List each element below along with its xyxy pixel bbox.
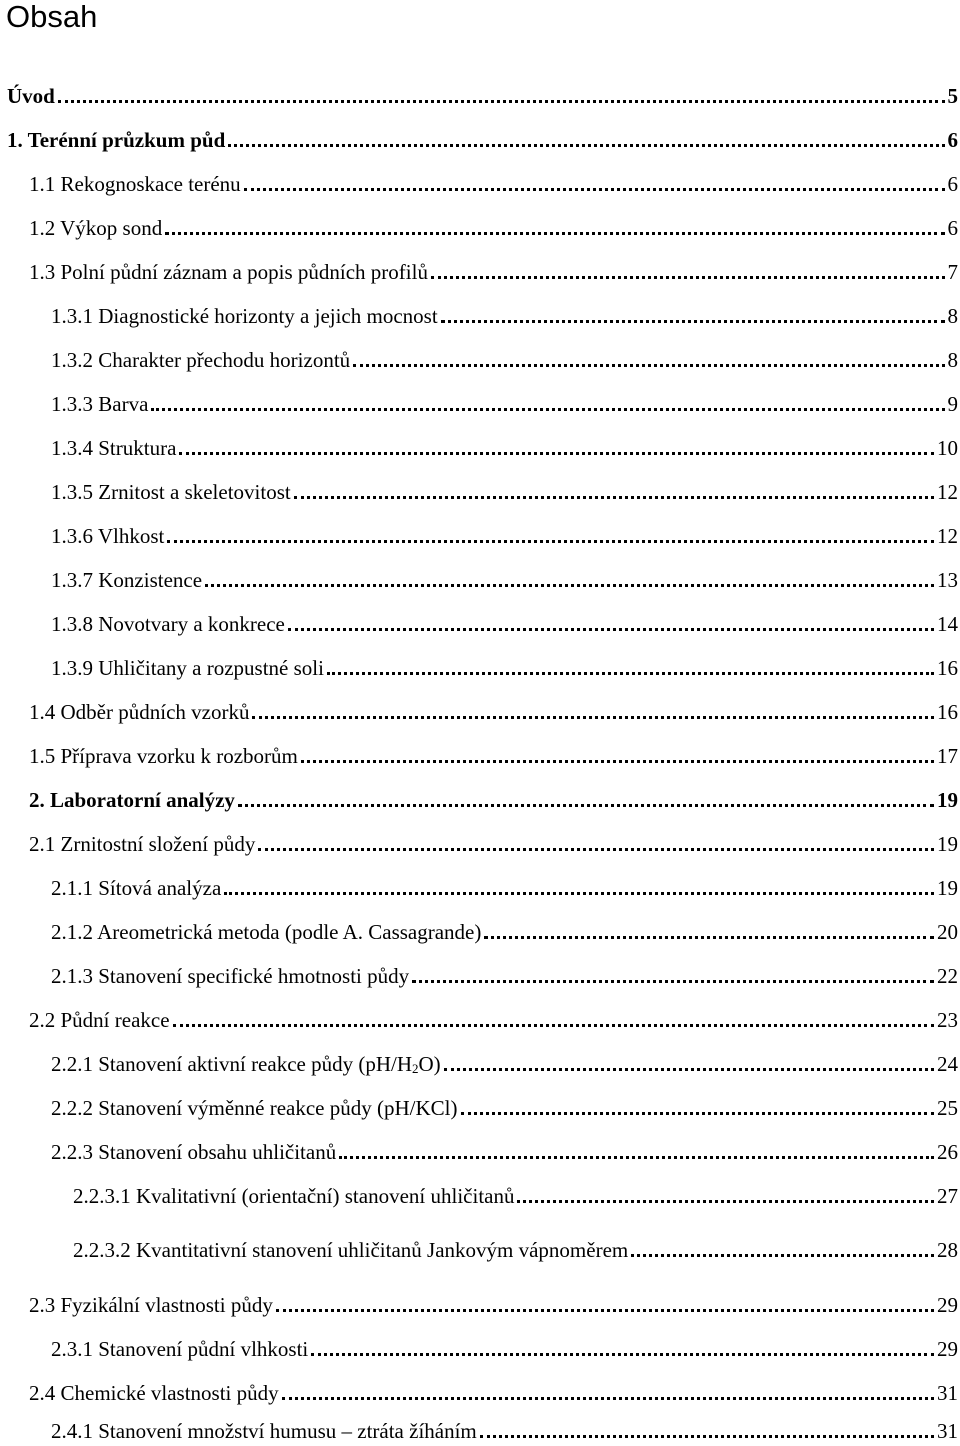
dot-leader <box>205 580 934 587</box>
toc-entry-label: 1.3.5 Zrnitost a skeletovitost <box>51 480 291 504</box>
toc-entry-1-1[interactable] <box>29 169 958 197</box>
dot-leader <box>58 96 945 103</box>
toc-entry-label: 2.1.2 Areometrická metoda (podle A. Cassagrande) <box>51 920 482 944</box>
toc-entry-label: 2.1 Zrnitostní složení půdy <box>29 832 256 856</box>
toc-entry-page: 6 <box>947 128 958 152</box>
toc-entry-1-5[interactable] <box>29 741 958 769</box>
toc-entry-page: 25 <box>937 1096 958 1120</box>
dot-leader <box>327 668 934 675</box>
toc-entry-page: 29 <box>937 1337 958 1361</box>
toc-entry-label: 1.3 Polní půdní záznam a popis půdních profilů <box>29 260 428 284</box>
dot-leader <box>238 800 934 807</box>
toc-entry-page: 10 <box>937 436 958 460</box>
toc-entry-label: 1.3.2 Charakter přechodu horizontů <box>51 348 351 372</box>
toc-entry-page: 16 <box>937 656 958 680</box>
dot-leader <box>412 976 934 983</box>
toc-entry-page: 9 <box>947 392 958 416</box>
toc-entry-page: 31 <box>937 1419 958 1443</box>
toc-entry-page: 14 <box>937 612 958 636</box>
toc-entry-2-2-3-1[interactable] <box>73 1181 958 1209</box>
toc-entry-label: 2.1.3 Stanovení specifické hmotnosti půdy <box>51 964 410 988</box>
dot-leader <box>228 140 944 147</box>
toc-entry-page: 28 <box>937 1238 958 1262</box>
toc-entry-page: 20 <box>937 920 958 944</box>
dot-leader <box>517 1196 934 1203</box>
toc-entry-page: 17 <box>937 744 958 768</box>
toc-entry-page: 13 <box>937 568 958 592</box>
toc-entry-label: 1.3.9 Uhličitany a rozpustné soli <box>51 656 324 680</box>
dot-leader <box>461 1108 935 1115</box>
toc-entry-2-1-2[interactable] <box>51 917 958 945</box>
dot-leader <box>480 1431 934 1438</box>
toc-entry-page: 29 <box>937 1293 958 1317</box>
toc-entry-label: 1.3.4 Struktura <box>51 436 177 460</box>
dot-leader <box>311 1349 934 1356</box>
toc-entry-page: 22 <box>937 964 958 988</box>
toc-entry-2-4-1[interactable] <box>51 1416 958 1444</box>
toc-entry-label: 2.2.3.2 Kvantitativní stanovení uhličitanů Jankovým vápnoměrem <box>73 1238 629 1262</box>
toc-entry-page: 5 <box>947 84 958 108</box>
toc-entry-2-1-1[interactable] <box>51 873 958 901</box>
toc-entry-page: 6 <box>947 172 958 196</box>
toc-entry-label-text: 2.2.1 Stanovení aktivní reakce půdy (pH/H <box>51 1052 412 1076</box>
dot-leader <box>484 932 934 939</box>
toc-entry-page: 8 <box>947 304 958 328</box>
toc-entry-label: 2.4.1 Stanovení množství humusu – ztráta žíháním <box>51 1419 477 1443</box>
toc-entry-label: 2. Laboratorní analýzy <box>29 788 235 812</box>
toc-entry-1-3-8[interactable] <box>51 609 958 637</box>
dot-leader <box>441 316 945 323</box>
dot-leader <box>288 624 934 631</box>
toc-entry-label: 2.2.3 Stanovení obsahu uhličitanů <box>51 1140 337 1164</box>
toc-entry-1-3-9[interactable] <box>51 653 958 681</box>
toc-entry-2-3-1[interactable] <box>51 1334 958 1362</box>
toc-entry-label: 2.2 Půdní reakce <box>29 1008 170 1032</box>
toc-entry-label: 1.3.1 Diagnostické horizonty a jejich mocnost <box>51 304 438 328</box>
toc-entry-2-2-2[interactable] <box>51 1093 958 1121</box>
toc-entry-label: 2.2.3.1 Kvalitativní (orientační) stanovení uhličitanů <box>73 1184 515 1208</box>
toc-entry-1-3[interactable] <box>29 257 958 285</box>
toc-entry-label: 1.1 Rekognoskace terénu <box>29 172 241 196</box>
toc-entry-label: 2.4 Chemické vlastnosti půdy <box>29 1381 279 1405</box>
toc-entry-label: 2.3.1 Stanovení půdní vlhkosti <box>51 1337 309 1361</box>
toc-entry-page: 6 <box>947 216 958 240</box>
toc-entry-page: 27 <box>937 1184 958 1208</box>
toc-entry-page: 19 <box>937 832 958 856</box>
toc-entry-label: 1.2 Výkop sond <box>29 216 163 240</box>
toc-entry-2-4[interactable] <box>29 1378 958 1406</box>
toc-entry-chapter-2[interactable] <box>29 785 958 813</box>
toc-entry-page: 7 <box>947 260 958 284</box>
toc-entry-page: 24 <box>937 1052 958 1076</box>
toc-entry-label: 1.5 Příprava vzorku k rozborům <box>29 744 298 768</box>
dot-leader <box>301 756 934 763</box>
toc-entry-1-3-6[interactable] <box>51 521 958 549</box>
toc-entry-label: 1.3.6 Vlhkost <box>51 524 165 548</box>
dot-leader <box>258 844 934 851</box>
dot-leader <box>151 404 944 411</box>
dot-leader <box>294 492 934 499</box>
toc-entry-label: 2.2.2 Stanovení výměnné reakce půdy (pH/KCl) <box>51 1096 458 1120</box>
toc-entry-page: 16 <box>937 700 958 724</box>
toc-entry-page: 19 <box>937 876 958 900</box>
toc-entry-page: 26 <box>937 1140 958 1164</box>
toc-entry-2-2-3[interactable] <box>51 1137 958 1165</box>
toc-entry-page: 19 <box>937 788 958 812</box>
toc-entry-1-3-1[interactable] <box>51 301 958 329</box>
dot-leader <box>167 536 934 543</box>
toc-entry-label: 1.3.8 Novotvary a konkrece <box>51 612 285 636</box>
dot-leader <box>282 1393 934 1400</box>
toc-entry-label: 1.3.3 Barva <box>51 392 149 416</box>
dot-leader <box>339 1152 934 1159</box>
toc-entry-label <box>51 1051 442 1077</box>
toc-entry-label: 1. Terénní průzkum půd <box>7 128 226 152</box>
toc-entry-2-1-3[interactable] <box>51 961 958 989</box>
toc-entry-2-2-1[interactable] <box>51 1049 958 1077</box>
dot-leader <box>244 184 945 191</box>
toc-entry-page: 12 <box>937 480 958 504</box>
toc-entry-1-3-5[interactable] <box>51 477 958 505</box>
toc-entry-2-2[interactable] <box>29 1005 958 1033</box>
toc-entry-1-3-4[interactable] <box>51 433 958 461</box>
toc-entry-page: 8 <box>947 348 958 372</box>
toc-entry-chapter-1[interactable] <box>7 125 958 153</box>
dot-leader <box>252 712 934 719</box>
toc-entry-page: 23 <box>937 1008 958 1032</box>
toc-entry-page: 12 <box>937 524 958 548</box>
toc-entry-1-3-3[interactable] <box>51 389 958 417</box>
subscript-text: 2 <box>412 1061 419 1076</box>
toc-entry-2-1[interactable] <box>29 829 958 857</box>
toc-entry-uvod[interactable] <box>7 81 958 109</box>
toc-entry-label: Úvod <box>7 84 55 108</box>
toc-entry-label-text: O) <box>418 1052 441 1076</box>
dot-leader <box>276 1305 934 1312</box>
toc-entry-page: 31 <box>937 1381 958 1405</box>
toc-entry-label: 1.3.7 Konzistence <box>51 568 203 592</box>
toc-entry-1-3-2[interactable] <box>51 345 958 373</box>
toc-entry-2-3[interactable] <box>29 1290 958 1318</box>
toc-entry-1-3-7[interactable] <box>51 565 958 593</box>
dot-leader <box>224 888 934 895</box>
dot-leader <box>631 1250 934 1257</box>
dot-leader <box>444 1064 934 1071</box>
toc-entry-label: 1.4 Odběr půdních vzorků <box>29 700 250 724</box>
toc-entry-label: 2.1.1 Sítová analýza <box>51 876 222 900</box>
dot-leader <box>353 360 944 367</box>
dot-leader <box>431 272 945 279</box>
dot-leader <box>165 228 944 235</box>
toc-entry-1-2[interactable] <box>29 213 958 241</box>
toc-entry-1-4[interactable] <box>29 697 958 725</box>
toc-entry-2-2-3-2[interactable] <box>73 1235 958 1263</box>
dot-leader <box>179 448 934 455</box>
toc-entry-label: 2.3 Fyzikální vlastnosti půdy <box>29 1293 273 1317</box>
dot-leader <box>173 1020 934 1027</box>
page-title: Obsah <box>6 0 98 34</box>
